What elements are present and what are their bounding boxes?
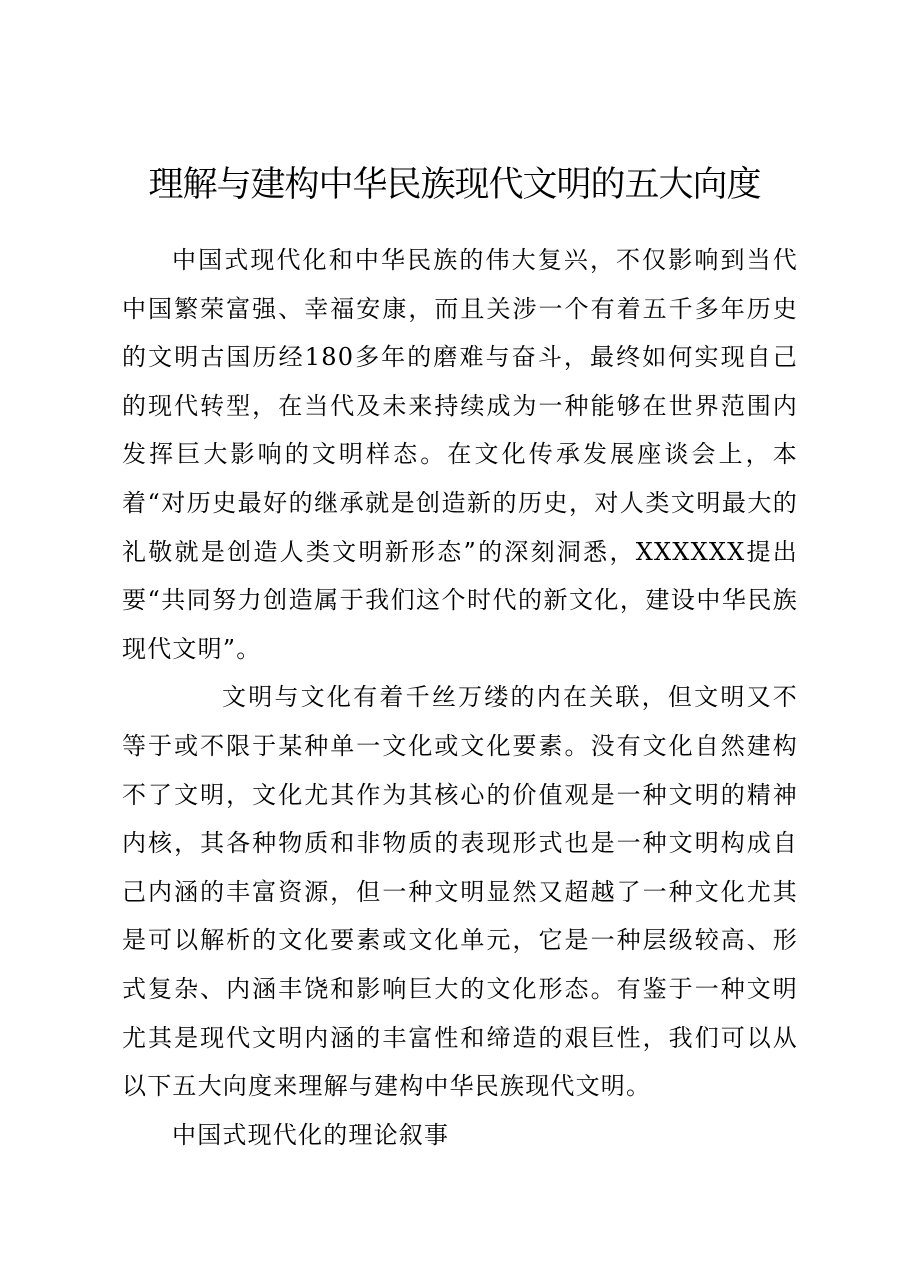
document-body <box>122 236 798 1159</box>
section-heading: 中国式现代化的理论叙事 <box>172 1120 450 1149</box>
body-paragraph: 文明与文化有着千丝万缕的内在关联，但文明又不等于或不限于某种单一文化或文化要素。没有文化自然建构不了文明，文化尤其作为其核心的价值观是一种文明的精神内核，其各种物质和非物质的表现形式也是一种文明构成自己内涵的丰富资源，但一种文明显然又超越了一种文化尤其是可以解析的文化要素或文化单元，它是一种层级较高、形式复杂、内涵丰饶和影响巨大的文化形态。有鉴于一种文明尤其是现代文明内涵的丰富性和缔造的艰巨性，我们可以从以下五大向度来理解与建构中华民族现代文明。 <box>122 683 798 1101</box>
document-title: 理解与建构中华民族现代文明的五大向度 <box>148 165 761 205</box>
body-paragraph: 中国式现代化和中华民族的伟大复兴，不仅影响到当代中国繁荣富强、幸福安康，而且关涉一个有着五千多年历史的文明古国历经180多年的磨难与奋斗，最终如何实现自己的现代转型，在当代及未来持续成为一种能够在世界范围内发挥巨大影响的文明样态。在文化传承发展座谈会上，本着“对历史最好的继承就是创造新的历史，对人类文明最大的礼敬就是创造人类文明新形态”的深刻洞悉，XXXXXX提出要“共同努力创造属于我们这个时代的新文化，建设中华民族现代文明”。 <box>122 246 798 663</box>
